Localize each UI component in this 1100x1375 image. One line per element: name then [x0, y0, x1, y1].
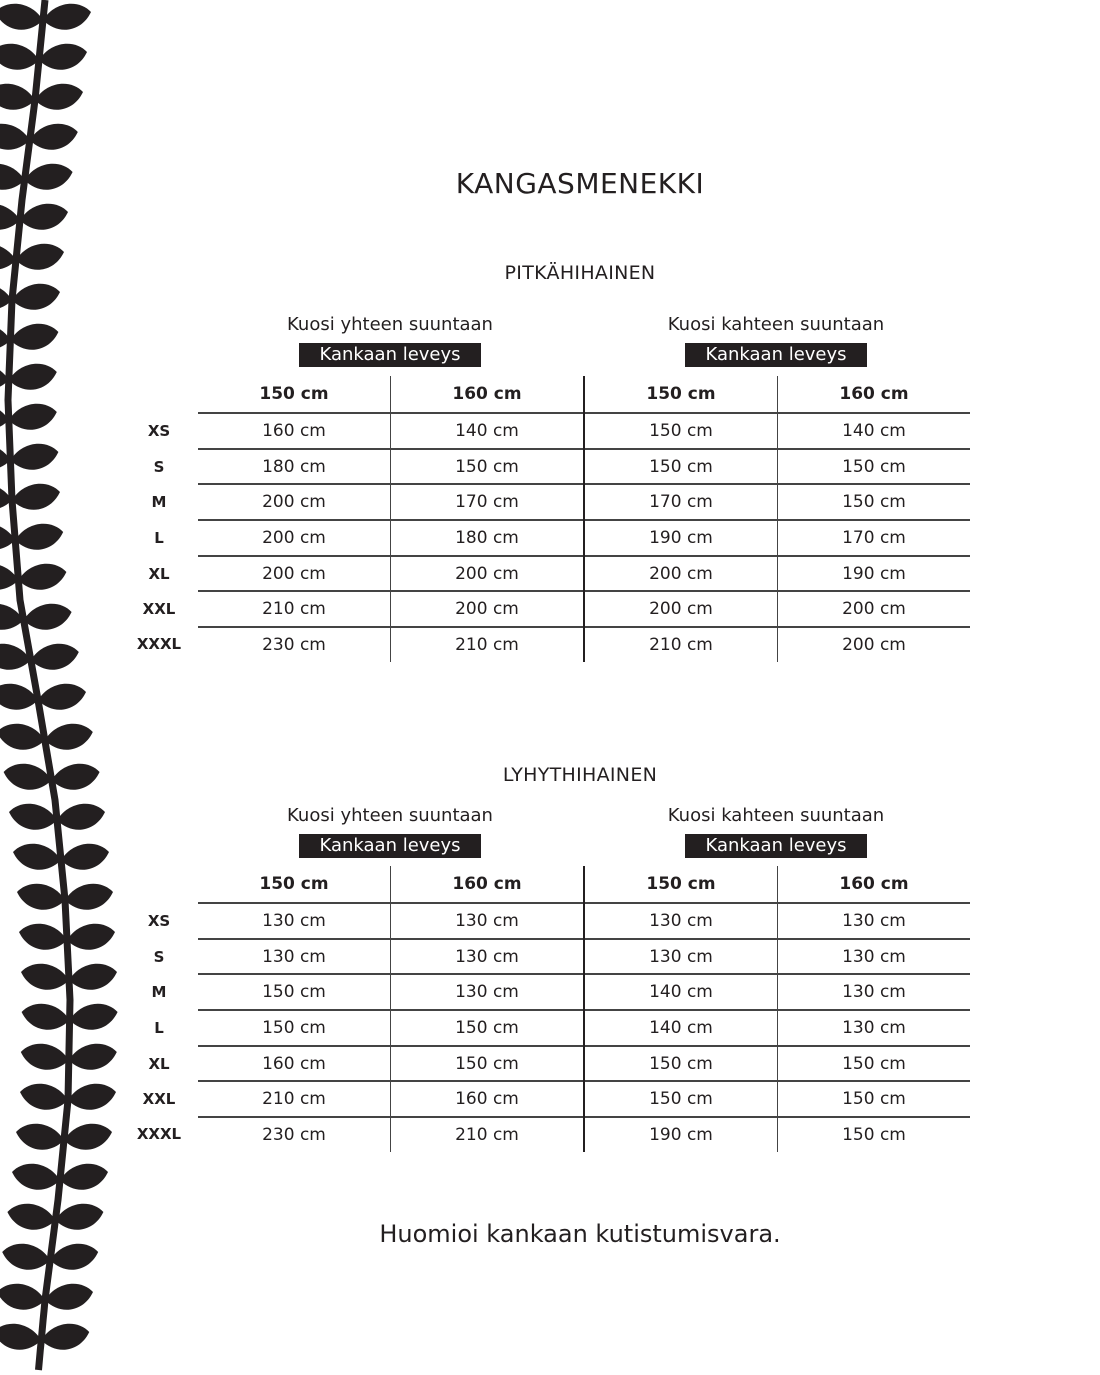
cell: 130 cm [584, 903, 778, 939]
size-label: S [153, 457, 165, 476]
cell: 140 cm [584, 974, 778, 1010]
cell: 140 cm [778, 413, 971, 449]
table-row [120, 1117, 970, 1152]
cell: 130 cm [778, 1010, 971, 1046]
column-header: 150 cm [198, 866, 391, 903]
section-title: PITKÄHIHAINEN [504, 262, 656, 284]
table-row [120, 484, 970, 520]
cell: 200 cm [198, 556, 391, 592]
column-header: 160 cm [839, 874, 909, 894]
group-header-one-direction [197, 804, 583, 858]
cell: 210 cm [198, 591, 391, 627]
size-label: XXXL [136, 1125, 182, 1144]
cell: 150 cm [778, 1046, 971, 1082]
table-row [120, 556, 970, 592]
cell: 160 cm [391, 1081, 585, 1117]
cell: 200 cm [198, 520, 391, 556]
size-label: XL [148, 1054, 170, 1073]
cell: 150 cm [584, 1046, 778, 1082]
cell: 150 cm [391, 1046, 585, 1082]
cell: 200 cm [778, 627, 971, 662]
table-row [120, 939, 970, 975]
fabric-table-short-sleeve [120, 866, 970, 1152]
cell: 150 cm [584, 1081, 778, 1117]
size-label: XL [148, 564, 170, 583]
column-header: 160 cm [391, 866, 585, 903]
cell: 210 cm [584, 627, 778, 662]
cell: 200 cm [584, 591, 778, 627]
cell: 130 cm [778, 903, 971, 939]
table-row [120, 1046, 970, 1082]
cell: 190 cm [584, 520, 778, 556]
pattern-label: Kuosi kahteen suuntaan [667, 805, 885, 826]
cell: 170 cm [391, 484, 585, 520]
group-header-two-directions [583, 313, 969, 367]
cell: 210 cm [391, 1117, 585, 1152]
table-row [120, 903, 970, 939]
cell: 150 cm [778, 484, 971, 520]
cell: 130 cm [391, 974, 585, 1010]
size-label: XXXL [136, 635, 182, 654]
cell: 130 cm [198, 903, 391, 939]
cell: 200 cm [198, 484, 391, 520]
shrinkage-note: Huomioi kankaan kutistumisvara. [379, 1220, 781, 1248]
cell: 130 cm [584, 939, 778, 975]
cell: 170 cm [584, 484, 778, 520]
cell: 130 cm [198, 939, 391, 975]
group-header-two-directions [583, 804, 969, 858]
pattern-label: Kuosi kahteen suuntaan [667, 314, 885, 335]
cell: 150 cm [198, 974, 391, 1010]
page-title: KANGASMENEKKI [455, 166, 705, 200]
fabric-width-badge: Kankaan leveys [685, 834, 867, 858]
size-label: L [154, 528, 164, 547]
pattern-label: Kuosi yhteen suuntaan [287, 805, 493, 826]
size-label: XS [147, 421, 171, 440]
group-header-one-direction [197, 313, 583, 367]
column-header: 160 cm [839, 384, 909, 404]
size-label: XXL [142, 1090, 176, 1109]
cell: 230 cm [198, 627, 391, 662]
cell: 170 cm [778, 520, 971, 556]
cell: 190 cm [584, 1117, 778, 1152]
size-label: M [151, 493, 167, 512]
fabric-width-badge: Kankaan leveys [299, 834, 481, 858]
cell: 150 cm [778, 1081, 971, 1117]
column-header: 150 cm [584, 376, 778, 413]
cell: 200 cm [391, 591, 585, 627]
cell: 210 cm [391, 627, 585, 662]
table-row [120, 449, 970, 485]
fabric-table-long-sleeve [120, 376, 970, 662]
cell: 150 cm [391, 1010, 585, 1046]
size-label: M [151, 983, 167, 1002]
table-row [120, 1081, 970, 1117]
cell: 200 cm [391, 556, 585, 592]
cell: 150 cm [198, 1010, 391, 1046]
size-label: XS [147, 911, 171, 930]
vine-decoration-icon [0, 0, 130, 1375]
table-row [120, 591, 970, 627]
cell: 190 cm [778, 556, 971, 592]
cell: 180 cm [391, 520, 585, 556]
section-title: LYHYTHIHAINEN [502, 764, 658, 786]
column-header-row [120, 376, 970, 413]
cell: 160 cm [198, 413, 391, 449]
table-row [120, 520, 970, 556]
cell: 130 cm [391, 903, 585, 939]
cell: 160 cm [198, 1046, 391, 1082]
cell: 150 cm [778, 449, 971, 485]
cell: 200 cm [778, 591, 971, 627]
column-header: 160 cm [391, 376, 585, 413]
cell: 200 cm [584, 556, 778, 592]
cell: 130 cm [778, 974, 971, 1010]
pattern-label: Kuosi yhteen suuntaan [287, 314, 493, 335]
cell: 150 cm [391, 449, 585, 485]
size-label: XXL [142, 600, 176, 619]
cell: 150 cm [584, 449, 778, 485]
table-row [120, 627, 970, 662]
fabric-width-badge: Kankaan leveys [685, 343, 867, 367]
size-label: L [154, 1018, 164, 1037]
cell: 210 cm [198, 1081, 391, 1117]
column-header: 150 cm [198, 376, 391, 413]
column-header: 150 cm [584, 866, 778, 903]
cell: 140 cm [584, 1010, 778, 1046]
cell: 150 cm [584, 413, 778, 449]
cell: 180 cm [198, 449, 391, 485]
cell: 230 cm [198, 1117, 391, 1152]
table-row [120, 413, 970, 449]
fabric-width-badge: Kankaan leveys [299, 343, 481, 367]
cell: 130 cm [778, 939, 971, 975]
size-label: S [153, 947, 165, 966]
column-header-row [120, 866, 970, 903]
cell: 150 cm [778, 1117, 971, 1152]
cell: 130 cm [391, 939, 585, 975]
table-row [120, 974, 970, 1010]
cell: 140 cm [391, 413, 585, 449]
table-row [120, 1010, 970, 1046]
